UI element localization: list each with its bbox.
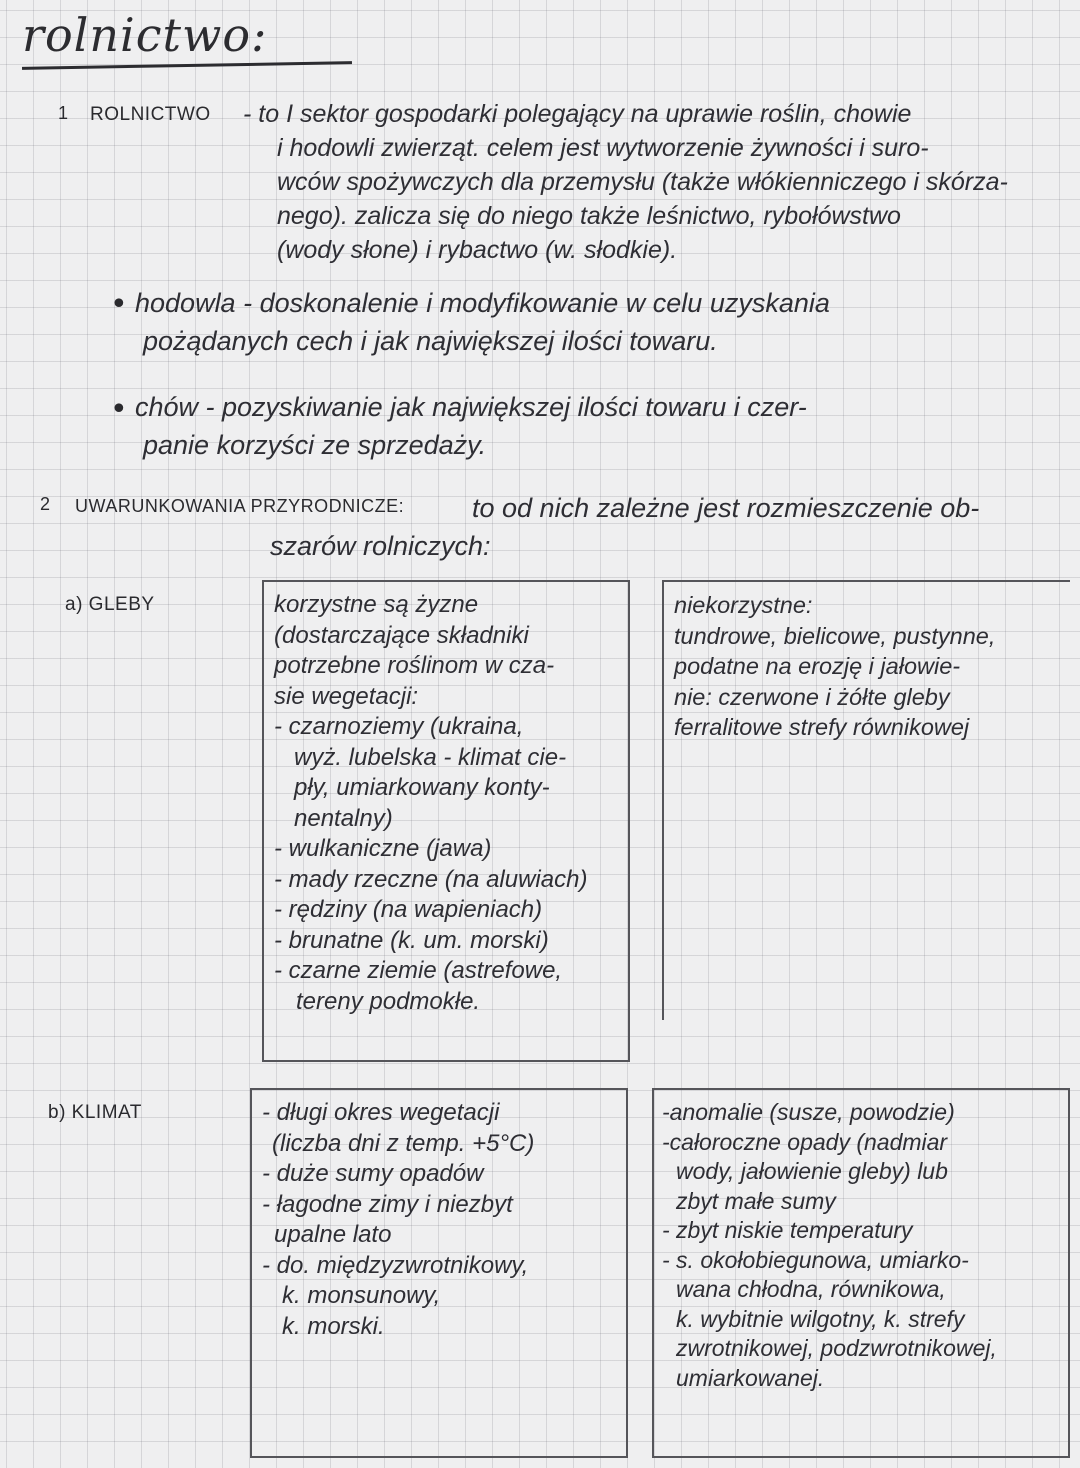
- text-line: wyż. lubelska - klimat cie-: [294, 743, 567, 771]
- text-line: ferralitowe strefy równikowej: [674, 714, 970, 740]
- section-2-text-1: to od nich zależne jest rozmieszczenie ob-: [472, 493, 980, 523]
- section-2-number: 2: [40, 494, 51, 514]
- text-line: - rędziny (na wapieniach): [274, 896, 543, 923]
- text-line: pły, umiarkowany konty-: [294, 774, 550, 801]
- text-line: upalne lato: [274, 1221, 392, 1248]
- text-line: - wulkaniczne (jawa): [274, 835, 492, 862]
- text-line: hodowla - doskonalenie i modyfikowanie w celu uzyskania: [135, 288, 830, 318]
- text-line: sie wegetacji:: [274, 682, 419, 710]
- text-line: - czarnoziemy (ukraina,: [274, 713, 524, 740]
- bullet-dot: •: [110, 392, 128, 427]
- text-line: podatne na erozję i jałowie-: [674, 653, 961, 679]
- text-line: panie korzyści ze sprzedaży.: [143, 430, 487, 460]
- text-line: - zbyt niskie temperatury: [662, 1217, 913, 1243]
- page-title: rolnictwo:: [22, 8, 268, 62]
- text-line: - brunatne (k. um. morski): [274, 926, 549, 954]
- text-line: (dostarczające składniki: [274, 621, 529, 649]
- text-line: -całoroczne opady (nadmiar: [662, 1128, 948, 1155]
- text-line: - łagodne zimy i niezbyt: [262, 1190, 513, 1218]
- text-line: (wody słone) i rybactwo (w. słodkie).: [277, 236, 678, 264]
- text-line: wana chłodna, równikowa,: [676, 1276, 946, 1302]
- climate-negative-box: [652, 1088, 1070, 1458]
- text-line: nego). zalicza się do niego także leśnictwo, rybołówstwo: [277, 202, 901, 230]
- section-1-text: [243, 97, 1008, 267]
- climate-positive-box: [250, 1088, 628, 1458]
- bullet-hodowla: [135, 284, 830, 360]
- text-line: wody, jałowienie gleby) lub: [676, 1158, 948, 1184]
- text-line: nentalny): [294, 804, 393, 832]
- text-line: tereny podmokłe.: [296, 987, 481, 1015]
- soils-negative-list: [664, 582, 1070, 743]
- text-line: - duże sumy opadów: [262, 1160, 484, 1187]
- text-line: - s. okołobiegunowa, umiarko-: [662, 1246, 969, 1273]
- text-line: k. morski.: [282, 1312, 385, 1340]
- bullet-dot: •: [110, 287, 128, 322]
- text-line: pożądanych cech i jak największej ilości towaru.: [143, 326, 718, 356]
- text-line: k. monsunowy,: [282, 1282, 441, 1309]
- title-underline: [22, 61, 352, 70]
- text-line: tundrowe, bielicowe, pustynne,: [674, 622, 996, 649]
- text-line: - czarne ziemie (astrefowe,: [274, 957, 563, 984]
- soils-positive-list: [264, 582, 628, 1017]
- text-line: -anomalie (susze, powodzie): [662, 1099, 955, 1125]
- climate-label: b) KLIMAT: [48, 1102, 142, 1123]
- text-line: k. wybitnie wilgotny, k. strefy: [676, 1305, 965, 1332]
- text-line: - do. międzyzwrotnikowy,: [262, 1251, 529, 1279]
- text-line: - to I sektor gospodarki polegający na uprawie roślin, chowie: [243, 100, 912, 128]
- soils-label: a) GLEBY: [65, 594, 155, 615]
- text-line: wców spożywczych dla przemysłu (także włókienniczego i skórza-: [277, 168, 1008, 196]
- text-line: (liczba dni z temp. +5°C): [272, 1129, 535, 1157]
- text-line: zwrotnikowej, podzwrotnikowej,: [676, 1335, 997, 1361]
- text-line: niekorzystne:: [674, 592, 813, 618]
- text-line: zbyt małe sumy: [676, 1187, 836, 1214]
- text-line: potrzebne roślinom w cza-: [274, 652, 555, 679]
- climate-negative-list: [654, 1090, 1068, 1393]
- text-line: umiarkowanej.: [676, 1364, 825, 1391]
- section-1-heading: ROLNICTWO: [90, 104, 211, 125]
- climate-positive-list: [252, 1090, 626, 1342]
- text-line: nie: czerwone i żółte gleby: [674, 683, 950, 710]
- section-2-text-2: szarów rolniczych:: [270, 531, 491, 561]
- section-2-heading: UWARUNKOWANIA PRZYRODNICZE:: [75, 496, 405, 516]
- text-line: i hodowli zwierząt. celem jest wytworzenie żywności i suro-: [277, 134, 929, 162]
- bullet-chow: [135, 388, 807, 464]
- text-line: - długi okres wegetacji: [262, 1099, 500, 1126]
- text-line: - mady rzeczne (na aluwiach): [274, 865, 588, 893]
- soils-negative-box: [662, 580, 1070, 1020]
- section-1-number: 1: [58, 103, 69, 123]
- text-line: chów - pozyskiwanie jak największej ilości towaru i czer-: [135, 392, 807, 422]
- soils-positive-box: [262, 580, 630, 1062]
- text-line: korzystne są żyzne: [274, 591, 479, 618]
